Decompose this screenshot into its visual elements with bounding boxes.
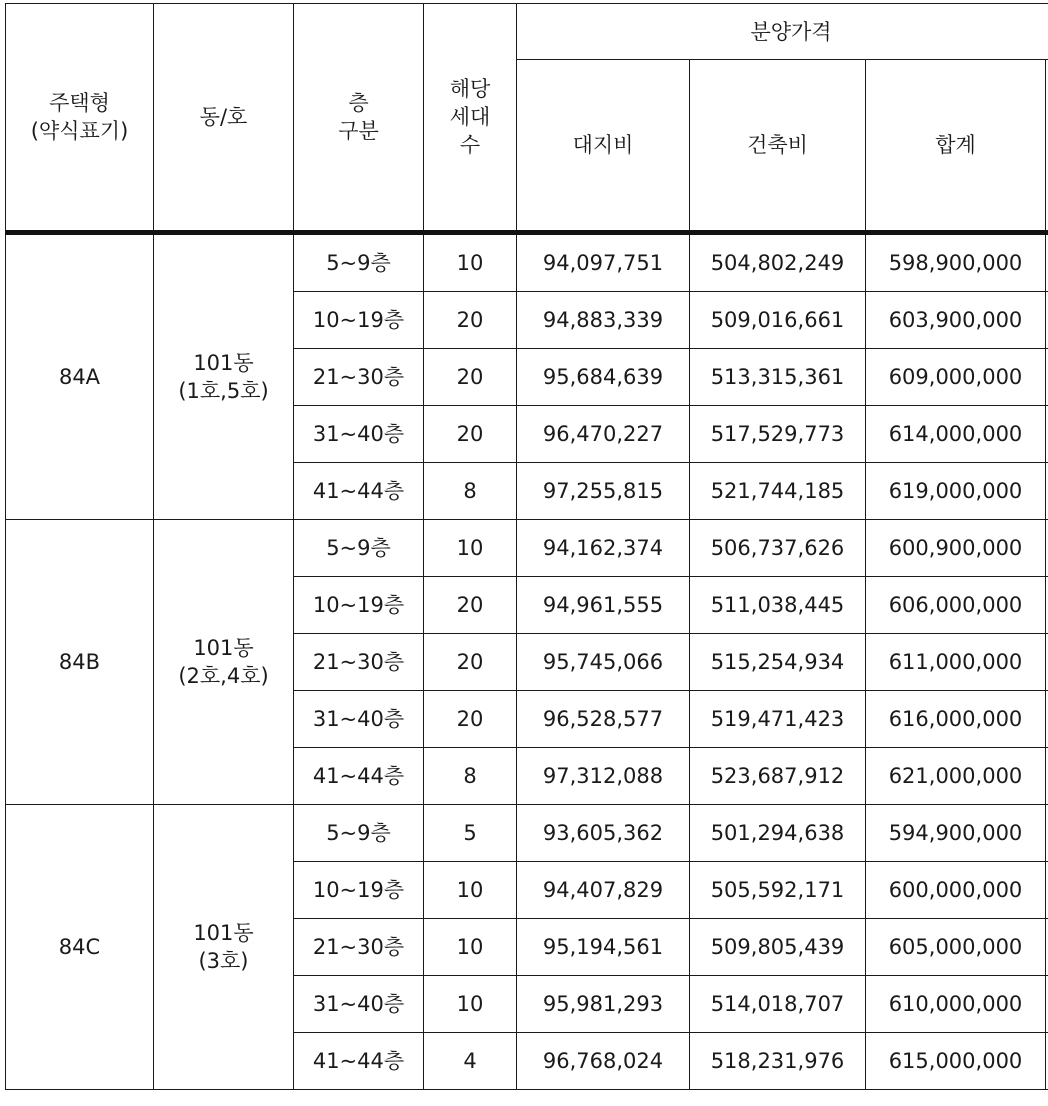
households-cell: 5 xyxy=(424,805,517,862)
households-cell: 10 xyxy=(424,919,517,976)
building-cost-cell: 501,294,638 xyxy=(690,805,866,862)
households-cell: 4 xyxy=(424,1033,517,1090)
total-cell: 603,900,000 xyxy=(866,292,1046,349)
total-cell: 614,000,000 xyxy=(866,406,1046,463)
households-cell: 10 xyxy=(424,520,517,577)
header-dong-ho: 동/호 xyxy=(154,4,294,233)
land-cost-cell: 94,097,751 xyxy=(517,233,690,292)
table-row xyxy=(6,520,1048,577)
floor-cell: 10~19층 xyxy=(294,292,424,349)
price-table xyxy=(5,3,1048,1090)
dong-ho-cell: 101동 (1호,5호) xyxy=(154,233,294,520)
households-cell: 20 xyxy=(424,577,517,634)
households-cell: 20 xyxy=(424,634,517,691)
header-housing-type: 주택형 (약식표기) xyxy=(6,4,154,233)
header-total: 합계 xyxy=(866,60,1046,233)
table-row xyxy=(6,805,1048,862)
households-cell: 20 xyxy=(424,292,517,349)
building-cost-cell: 511,038,445 xyxy=(690,577,866,634)
building-cost-cell: 515,254,934 xyxy=(690,634,866,691)
households-cell: 10 xyxy=(424,233,517,292)
dong-ho-cell: 101동 (2호,4호) xyxy=(154,520,294,805)
total-cell: 621,000,000 xyxy=(866,748,1046,805)
total-cell: 609,000,000 xyxy=(866,349,1046,406)
floor-cell: 41~44층 xyxy=(294,463,424,520)
building-cost-cell: 506,737,626 xyxy=(690,520,866,577)
floor-cell: 21~30층 xyxy=(294,634,424,691)
building-cost-cell: 504,802,249 xyxy=(690,233,866,292)
building-cost-cell: 505,592,171 xyxy=(690,862,866,919)
land-cost-cell: 94,961,555 xyxy=(517,577,690,634)
header-households: 해당 세대 수 xyxy=(424,4,517,233)
header-floor: 층 구분 xyxy=(294,4,424,233)
housing-type-cell: 84C xyxy=(6,805,154,1090)
households-cell: 20 xyxy=(424,406,517,463)
land-cost-cell: 94,162,374 xyxy=(517,520,690,577)
land-cost-cell: 94,883,339 xyxy=(517,292,690,349)
floor-cell: 5~9층 xyxy=(294,233,424,292)
land-cost-cell: 97,312,088 xyxy=(517,748,690,805)
land-cost-cell: 95,981,293 xyxy=(517,976,690,1033)
building-cost-cell: 514,018,707 xyxy=(690,976,866,1033)
total-cell: 600,000,000 xyxy=(866,862,1046,919)
land-cost-cell: 93,605,362 xyxy=(517,805,690,862)
building-cost-cell: 521,744,185 xyxy=(690,463,866,520)
total-cell: 611,000,000 xyxy=(866,634,1046,691)
header-price-group: 분양가격 xyxy=(517,4,1048,60)
floor-cell: 41~44층 xyxy=(294,1033,424,1090)
building-cost-cell: 509,805,439 xyxy=(690,919,866,976)
land-cost-cell: 96,528,577 xyxy=(517,691,690,748)
building-cost-cell: 519,471,423 xyxy=(690,691,866,748)
total-cell: 600,900,000 xyxy=(866,520,1046,577)
households-cell: 20 xyxy=(424,349,517,406)
households-cell: 8 xyxy=(424,748,517,805)
households-cell: 10 xyxy=(424,862,517,919)
land-cost-cell: 94,407,829 xyxy=(517,862,690,919)
total-cell: 605,000,000 xyxy=(866,919,1046,976)
floor-cell: 21~30층 xyxy=(294,349,424,406)
total-cell: 619,000,000 xyxy=(866,463,1046,520)
land-cost-cell: 96,470,227 xyxy=(517,406,690,463)
land-cost-cell: 95,194,561 xyxy=(517,919,690,976)
floor-cell: 5~9층 xyxy=(294,520,424,577)
total-cell: 598,900,000 xyxy=(866,233,1046,292)
total-cell: 594,900,000 xyxy=(866,805,1046,862)
total-cell: 606,000,000 xyxy=(866,577,1046,634)
land-cost-cell: 95,684,639 xyxy=(517,349,690,406)
households-cell: 8 xyxy=(424,463,517,520)
floor-cell: 31~40층 xyxy=(294,406,424,463)
land-cost-cell: 95,745,066 xyxy=(517,634,690,691)
floor-cell: 21~30층 xyxy=(294,919,424,976)
total-cell: 615,000,000 xyxy=(866,1033,1046,1090)
total-cell: 616,000,000 xyxy=(866,691,1046,748)
header-building-cost: 건축비 xyxy=(690,60,866,233)
building-cost-cell: 513,315,361 xyxy=(690,349,866,406)
floor-cell: 41~44층 xyxy=(294,748,424,805)
dong-ho-cell: 101동 (3호) xyxy=(154,805,294,1090)
households-cell: 20 xyxy=(424,691,517,748)
floor-cell: 10~19층 xyxy=(294,577,424,634)
floor-cell: 10~19층 xyxy=(294,862,424,919)
building-cost-cell: 518,231,976 xyxy=(690,1033,866,1090)
table-row xyxy=(6,233,1048,292)
building-cost-cell: 509,016,661 xyxy=(690,292,866,349)
header-land-cost: 대지비 xyxy=(517,60,690,233)
land-cost-cell: 96,768,024 xyxy=(517,1033,690,1090)
land-cost-cell: 97,255,815 xyxy=(517,463,690,520)
building-cost-cell: 517,529,773 xyxy=(690,406,866,463)
total-cell: 610,000,000 xyxy=(866,976,1046,1033)
housing-type-cell: 84A xyxy=(6,233,154,520)
building-cost-cell: 523,687,912 xyxy=(690,748,866,805)
housing-type-cell: 84B xyxy=(6,520,154,805)
floor-cell: 31~40층 xyxy=(294,976,424,1033)
households-cell: 10 xyxy=(424,976,517,1033)
floor-cell: 5~9층 xyxy=(294,805,424,862)
floor-cell: 31~40층 xyxy=(294,691,424,748)
